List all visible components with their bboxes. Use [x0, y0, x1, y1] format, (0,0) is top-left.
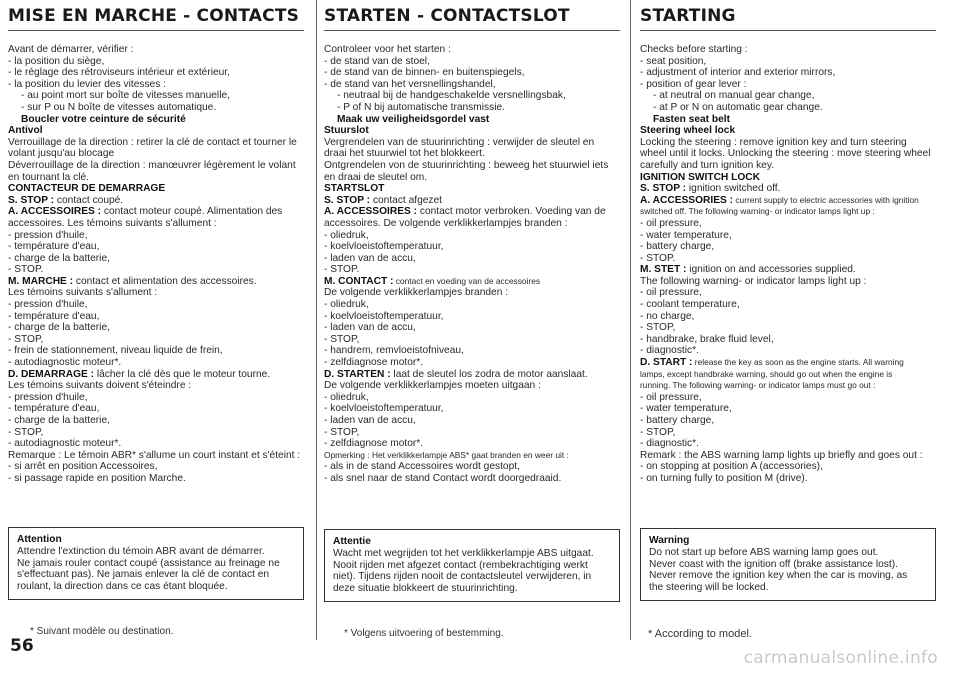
section-title: STARTING: [640, 6, 736, 26]
text-line: [8, 137, 304, 149]
text-line: [8, 357, 304, 369]
column-english: [640, 0, 936, 485]
line-text: - STOP,: [324, 333, 360, 345]
box-text: [333, 548, 611, 595]
line-text: accessoires. Les témoins suivants s'allument :: [8, 217, 217, 229]
text-line: [640, 137, 936, 149]
line-text: current supply to electric accessories with ignition: [733, 194, 919, 205]
text-line: [8, 438, 304, 450]
text-line: [324, 311, 620, 323]
text-line: [324, 380, 620, 392]
text-line: [640, 345, 936, 357]
text-line: [640, 415, 936, 427]
line-text: - la position du siège,: [8, 55, 105, 67]
line-text: - koelvloeistoftemperatuur,: [324, 310, 444, 322]
text-line: [640, 311, 936, 323]
term-label: S. STOP :: [324, 194, 371, 206]
line-text: - température d'eau,: [8, 310, 100, 322]
text-line: [640, 334, 936, 346]
text-line: [640, 218, 936, 230]
line-text: Maak uw veiligheidsgordel vast: [337, 113, 490, 125]
line-text: - de stand van de stoel,: [324, 55, 430, 67]
line-text: Avant de démarrer, vérifier :: [8, 44, 134, 55]
text-line: [8, 195, 304, 207]
line-text: - de stand van de binnen- en buitenspiegels,: [324, 67, 525, 79]
text-line: [324, 241, 620, 253]
box-line: Wacht met wegrijden tot het verklikkerlampje ABS uitgaat.: [333, 547, 594, 559]
line-text: Locking the steering : remove ignition key and turn steering: [640, 136, 907, 148]
line-text: Verrouillage de la direction : retirer la clé de contact et tourner le: [8, 136, 297, 148]
line-text: - si passage rapide en position Marche.: [8, 472, 186, 484]
section-title: STARTEN - CONTACTSLOT: [324, 6, 570, 26]
line-text: - position of gear lever :: [640, 78, 747, 90]
line-text: - adjustment of interior and exterior mirrors,: [640, 67, 836, 79]
text-line: [324, 473, 620, 485]
line-text: wheel until it locks. Unlocking the steering : move steering wheel: [640, 148, 931, 160]
term-label: A. ACCESSOIRES :: [324, 206, 418, 218]
line-text: carefully and turn ignition key.: [640, 159, 775, 171]
line-text: Fasten seat belt: [653, 113, 730, 125]
line-text: - P of N bij automatische transmissie.: [337, 101, 505, 113]
text-line: [324, 90, 620, 102]
text-line: [8, 311, 304, 323]
text-line: [324, 461, 620, 473]
line-text: - no charge,: [640, 310, 695, 322]
line-text: - STOP,: [640, 322, 676, 334]
text-line: [324, 206, 620, 218]
line-text: ignition on and accessories supplied.: [686, 264, 856, 276]
text-line: [324, 218, 620, 230]
text-line: [640, 287, 936, 299]
line-text: - STOP,: [324, 426, 360, 438]
text-line: [8, 345, 304, 357]
text-line: [8, 160, 304, 172]
line-text: - oil pressure,: [640, 391, 702, 403]
box-line: Never coast with the ignition off (brake assistance lost).: [649, 558, 898, 570]
line-text: - water temperature,: [640, 403, 732, 415]
text-line: [640, 206, 936, 218]
text-line: [324, 403, 620, 415]
footnote: * Suivant modèle ou destination.: [30, 626, 174, 637]
line-text: Remarque : Le témoin ABR* s'allume un court instant et s'éteint :: [8, 449, 301, 461]
body-text: [324, 44, 620, 485]
column-french: [8, 0, 304, 485]
box-line: Nooit rijden met afgezet contact (rembekrachtiging werkt: [333, 559, 588, 571]
text-line: [324, 137, 620, 149]
text-line: [8, 218, 304, 230]
text-line: [8, 392, 304, 404]
line-text: - température d'eau,: [8, 241, 100, 253]
line-text: - laden van de accu,: [324, 415, 416, 426]
box-title: Warning: [649, 535, 690, 546]
text-line: [324, 67, 620, 79]
line-text: - STOP.: [8, 264, 44, 276]
column-divider: [630, 0, 631, 640]
line-text: laat de sleutel los zodra de motor aanslaat.: [390, 368, 588, 380]
watermark: carmanualsonline.info: [743, 648, 938, 668]
text-line: [640, 403, 936, 415]
box-text: [17, 546, 295, 593]
text-line: [324, 334, 620, 346]
box-line: Attendre l'extinction du témoin ABR avant de démarrer.: [17, 545, 265, 557]
text-line: [640, 264, 936, 276]
text-line: [8, 241, 304, 253]
line-text: Boucler votre ceinture de sécurité: [21, 113, 186, 125]
header-rule: [8, 30, 304, 31]
box-line: niet). Tijdens rijden nooit de contactsleutel verwijderen, in: [333, 571, 592, 583]
line-text: Vergrendelen van de stuurinrichting : verwijder de sleutel en: [324, 136, 595, 148]
text-line: [640, 183, 936, 195]
text-line: [324, 44, 620, 56]
text-line: [324, 287, 620, 299]
line-text: en draai de sleutel om.: [324, 171, 428, 183]
line-text: accessoires. De volgende verklikkerlampjes branden :: [324, 217, 568, 229]
text-line: [324, 264, 620, 276]
body-text: [640, 44, 936, 485]
text-line: [8, 56, 304, 68]
text-line: [640, 322, 936, 334]
section-header: [8, 0, 304, 34]
text-line: [640, 461, 936, 473]
text-line: [8, 79, 304, 91]
term-label: M. CONTACT :: [324, 275, 394, 287]
line-text: Checks before starting :: [640, 44, 748, 55]
line-text: - STOP.: [640, 252, 676, 264]
line-text: Controleer voor het starten :: [324, 44, 451, 55]
line-text: Stuurslot: [324, 125, 369, 137]
text-line: [324, 114, 620, 126]
line-text: - au point mort sur boîte de vitesses manuelle,: [21, 90, 230, 102]
text-line: [324, 195, 620, 207]
line-text: - koelvloeistoftemperatuur,: [324, 241, 444, 253]
line-text: Déverrouillage de la direction : manœuvrer légèrement le volant: [8, 159, 296, 171]
box-line: Do not start up before ABS warning lamp goes out.: [649, 546, 879, 558]
text-line: [640, 357, 936, 369]
page-number: 56: [10, 636, 34, 656]
text-line: [324, 56, 620, 68]
line-text: - water temperature,: [640, 229, 732, 241]
term-label: M. MARCHE :: [8, 275, 74, 287]
text-line: [324, 357, 620, 369]
line-text: - battery charge,: [640, 241, 715, 253]
box-line: deze situatie blokkeert de stuurinrichting.: [333, 583, 518, 595]
text-line: [324, 345, 620, 357]
text-line: [324, 148, 620, 160]
line-text: - laden van de accu,: [324, 322, 416, 334]
line-text: - le réglage des rétroviseurs intérieur et extérieur,: [8, 67, 230, 79]
text-line: [324, 276, 620, 288]
line-text: contact en voeding van de accessoires: [393, 275, 541, 286]
line-text: - diagnostic*.: [640, 438, 699, 450]
text-line: [640, 102, 936, 114]
line-text: - neutraal bij de handgeschakelde versnellingsbak,: [337, 90, 566, 102]
line-text: - handrem, remvloeistofniveau,: [324, 345, 464, 357]
text-line: [8, 253, 304, 265]
text-line: [8, 380, 304, 392]
text-line: [640, 253, 936, 265]
line-text: ignition switched off.: [686, 183, 781, 195]
line-text: Opmerking : Het verklikkerlampje ABS* gaat branden en weer uit :: [324, 449, 569, 460]
text-line: [324, 230, 620, 242]
text-line: [640, 44, 936, 56]
line-text: Ontgrendelen von de stuurinrichting : beweeg het stuurwiel iets: [324, 159, 609, 171]
text-line: [324, 392, 620, 404]
line-text: Remark : the ABS warning lamp lights up briefly and goes out :: [640, 449, 923, 461]
text-line: [8, 90, 304, 102]
line-text: - charge de la batterie,: [8, 415, 110, 426]
line-text: - zelfdiagnose motor*.: [324, 357, 424, 369]
line-text: lamps, except handbrake warning, should go out when the engine is: [640, 368, 893, 379]
box-line: roulant, la direction dans ce cas étant bloquée.: [17, 581, 228, 593]
line-text: - on stopping at position A (accessories),: [640, 461, 823, 473]
text-line: [640, 125, 936, 137]
line-text: contact afgezet: [370, 194, 442, 206]
line-text: contact et alimentation des accessoires.: [73, 275, 257, 287]
text-line: [640, 195, 936, 207]
line-text: STARTSLOT: [324, 183, 385, 195]
line-text: - charge de la batterie,: [8, 322, 110, 334]
line-text: volant jusqu'au blocage: [8, 148, 115, 160]
line-text: - seat position,: [640, 55, 707, 67]
line-text: Les témoins suivants doivent s'éteindre :: [8, 380, 192, 392]
line-text: - STOP.: [324, 264, 360, 276]
term-label: A. ACCESSOIRES :: [8, 206, 102, 218]
line-text: draai het stuurwiel tot het blokkeert.: [324, 148, 485, 160]
line-text: running. The following warning- or indicator lamps must go out :: [640, 380, 876, 391]
box-text: [649, 547, 927, 594]
section-header: [640, 0, 936, 34]
text-line: [640, 392, 936, 404]
text-line: [640, 276, 936, 288]
text-line: [640, 56, 936, 68]
line-text: - charge de la batterie,: [8, 252, 110, 264]
box-line: the steering will be locked.: [649, 582, 769, 594]
line-text: - on turning fully to position M (drive).: [640, 472, 808, 484]
text-line: [640, 67, 936, 79]
text-line: [8, 67, 304, 79]
text-line: [640, 148, 936, 160]
text-line: [640, 241, 936, 253]
text-line: [8, 369, 304, 381]
line-text: - pression d'huile,: [8, 229, 88, 241]
text-line: [324, 253, 620, 265]
line-text: - koelvloeistoftemperatuur,: [324, 403, 444, 415]
term-label: M. STET :: [640, 264, 687, 276]
text-line: [640, 380, 936, 392]
line-text: Les témoins suivants s'allument :: [8, 287, 158, 299]
text-line: [324, 438, 620, 450]
term-label: D. DEMARRAGE :: [8, 368, 95, 380]
text-line: [8, 403, 304, 415]
line-text: en tournant la clé.: [8, 171, 89, 183]
text-line: [8, 125, 304, 137]
text-line: [324, 160, 620, 172]
text-line: [8, 206, 304, 218]
text-line: [640, 172, 936, 184]
text-line: [8, 183, 304, 195]
line-text: - at neutral on manual gear change,: [653, 90, 815, 102]
text-line: [324, 322, 620, 334]
text-line: [8, 230, 304, 242]
term-label: S. STOP :: [640, 183, 687, 195]
text-line: [324, 299, 620, 311]
line-text: - STOP,: [8, 426, 44, 438]
term-label: D. STARTEN :: [324, 368, 391, 380]
line-text: - la position du levier des vitesses :: [8, 78, 166, 90]
text-line: [324, 427, 620, 439]
text-line: [324, 183, 620, 195]
text-line: [324, 125, 620, 137]
text-line: [8, 172, 304, 184]
body-text: [8, 44, 304, 485]
text-line: [640, 473, 936, 485]
line-text: - laden van de accu,: [324, 252, 416, 264]
line-text: lâcher la clé dès que le moteur tourne.: [94, 368, 271, 380]
term-label: D. START :: [640, 357, 693, 369]
line-text: - diagnostic*.: [640, 345, 699, 357]
line-text: release the key as soon as the engine starts. All warning: [692, 357, 904, 368]
line-text: - oil pressure,: [640, 287, 702, 299]
box-title: Attentie: [333, 536, 371, 547]
text-line: [8, 114, 304, 126]
attentie-box: [324, 529, 620, 602]
text-line: [640, 438, 936, 450]
text-line: [640, 79, 936, 91]
box-line: Never remove the ignition key when the car is moving, as: [649, 570, 908, 582]
text-line: [8, 264, 304, 276]
text-line: [8, 148, 304, 160]
footnote: * Volgens uitvoering of bestemming.: [344, 628, 504, 639]
text-line: [640, 230, 936, 242]
line-text: - oliedruk,: [324, 299, 369, 311]
line-text: The following warning- or indicator lamps light up :: [640, 275, 867, 287]
line-text: - pression d'huile,: [8, 299, 88, 311]
text-line: [640, 299, 936, 311]
line-text: - handbrake, brake fluid level,: [640, 333, 774, 345]
line-text: - STOP,: [640, 426, 676, 438]
text-line: [640, 427, 936, 439]
line-text: - si arrêt en position Accessoires,: [8, 461, 158, 473]
text-line: [640, 114, 936, 126]
line-text: - battery charge,: [640, 415, 715, 426]
line-text: IGNITION SWITCH LOCK: [640, 171, 760, 183]
line-text: - STOP,: [8, 333, 44, 345]
text-line: [8, 473, 304, 485]
attention-box: [8, 527, 304, 600]
line-text: - température d'eau,: [8, 403, 100, 415]
text-line: [324, 79, 620, 91]
line-text: - frein de stationnement, niveau liquide de frein,: [8, 345, 223, 357]
text-line: [8, 44, 304, 56]
column-dutch: [324, 0, 620, 485]
line-text: - pression d'huile,: [8, 391, 88, 403]
section-title: MISE EN MARCHE - CONTACTS: [8, 6, 300, 26]
header-rule: [640, 30, 936, 31]
text-line: [8, 450, 304, 462]
text-line: [324, 415, 620, 427]
warning-box: [640, 528, 936, 601]
section-header: [324, 0, 620, 34]
box-line: s'effectuant pas). Ne jamais enlever la clé de contact en: [17, 569, 270, 581]
line-text: - als snel naar de stand Contact wordt doorgedraaid.: [324, 472, 562, 484]
line-text: - als in de stand Accessoires wordt gestopt,: [324, 461, 520, 473]
line-text: - coolant temperature,: [640, 299, 740, 311]
footnote: * According to model.: [648, 628, 752, 640]
line-text: De volgende verklikkerlampjes moeten uitgaan :: [324, 380, 541, 392]
line-text: contact coupé.: [54, 194, 124, 206]
line-text: Antivol: [8, 125, 43, 137]
line-text: Steering wheel lock: [640, 125, 736, 137]
text-line: [324, 102, 620, 114]
text-line: [8, 102, 304, 114]
text-line: [8, 334, 304, 346]
text-line: [324, 369, 620, 381]
line-text: - oil pressure,: [640, 217, 702, 229]
term-label: A. ACCESSORIES :: [640, 194, 734, 206]
text-line: [324, 172, 620, 184]
column-divider: [316, 0, 317, 640]
line-text: contact motor verbroken. Voeding van de: [417, 206, 606, 218]
text-line: [640, 90, 936, 102]
text-line: [8, 461, 304, 473]
text-line: [640, 160, 936, 172]
line-text: - autodiagnostic moteur*.: [8, 357, 122, 369]
box-line: Ne jamais rouler contact coupé (assistance au freinage ne: [17, 557, 280, 569]
line-text: CONTACTEUR DE DEMARRAGE: [8, 183, 166, 195]
line-text: - zelfdiagnose motor*.: [324, 438, 424, 450]
line-text: - at P or N on automatic gear change.: [653, 101, 823, 113]
text-line: [640, 450, 936, 462]
line-text: - sur P ou N boîte de vitesses automatique.: [21, 101, 217, 113]
text-line: [8, 427, 304, 439]
line-text: - autodiagnostic moteur*.: [8, 438, 122, 450]
text-line: [640, 369, 936, 381]
term-label: S. STOP :: [8, 194, 55, 206]
text-line: [8, 415, 304, 427]
box-title: Attention: [17, 534, 62, 545]
line-text: switched off. The following warning- or indicator lamps light up :: [640, 206, 875, 217]
text-line: [8, 276, 304, 288]
header-rule: [324, 30, 620, 31]
line-text: contact moteur coupé. Alimentation des: [101, 206, 283, 218]
line-text: - de stand van het versnellingshandel,: [324, 78, 496, 90]
text-line: [8, 299, 304, 311]
line-text: - oliedruk,: [324, 229, 369, 241]
text-line: [8, 322, 304, 334]
line-text: De volgende verklikkerlampjes branden :: [324, 287, 509, 299]
text-line: [8, 287, 304, 299]
line-text: - oliedruk,: [324, 391, 369, 403]
text-line: [324, 450, 620, 462]
